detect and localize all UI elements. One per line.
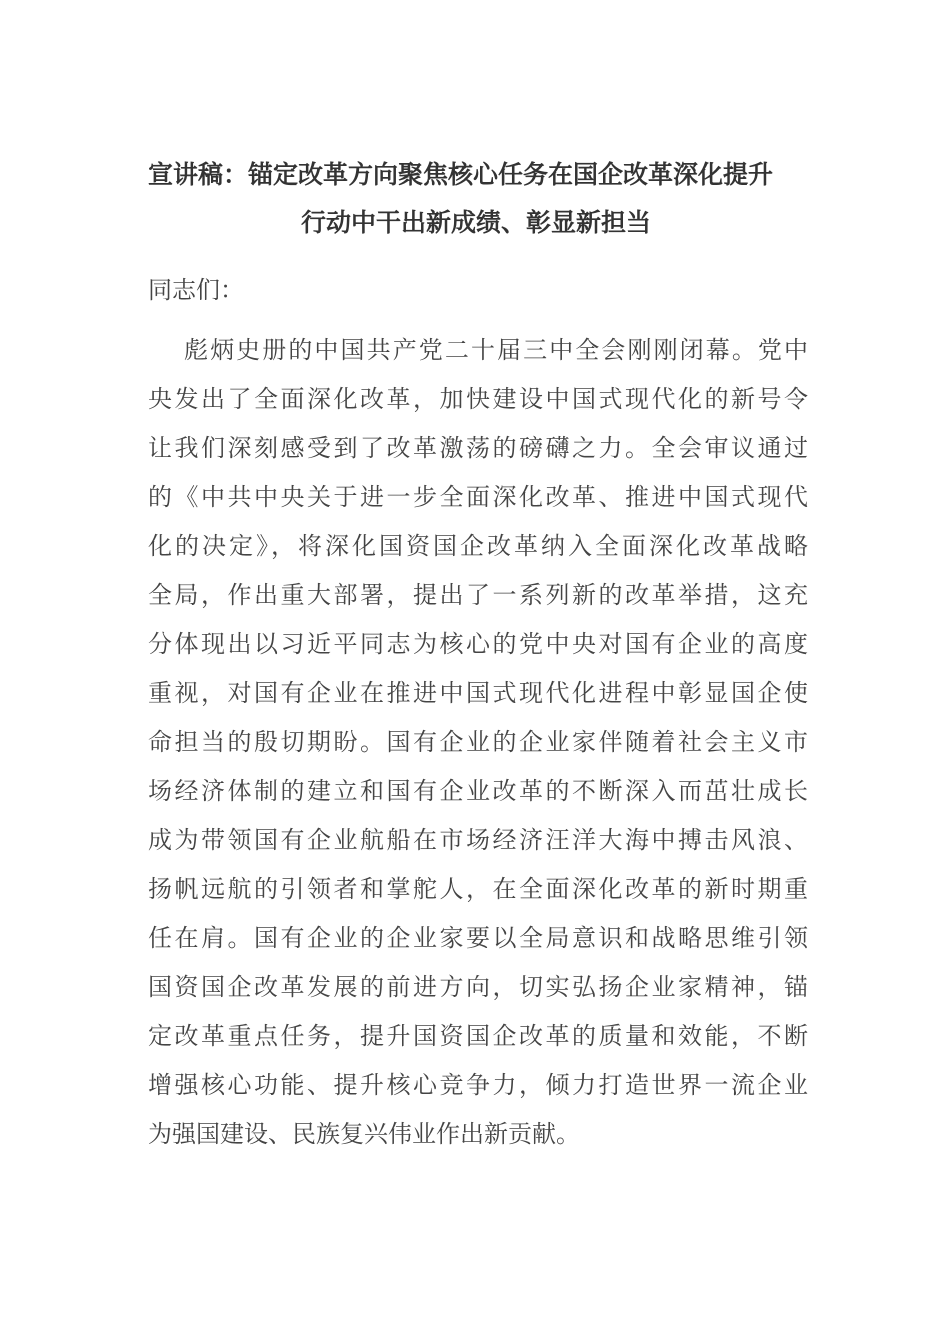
paragraph-line: 央发出了全面深化改革，加快建设中国式现代化的新号令 <box>148 385 808 413</box>
paragraph-line: 彪炳史册的中国共产党二十届三中全会刚刚闭幕。党中 <box>184 336 808 364</box>
paragraph-line: 全局，作出重大部署，提出了一系列新的改革举措，这充 <box>148 581 808 609</box>
paragraph-line: 的《中共中央关于进一步全面深化改革、推进中国式现代 <box>148 483 808 511</box>
paragraph-line: 命担当的殷切期盼。国有企业的企业家伴随着社会主义市 <box>148 728 808 756</box>
paragraph-line: 化的决定》，将深化国资国企改革纳入全面深化改革战略 <box>148 532 808 560</box>
paragraph-line: 扬帆远航的引领者和掌舵人，在全面深化改革的新时期重 <box>148 875 808 903</box>
paragraph-line: 场经济体制的建立和国有企业改革的不断深入而茁壮成长 <box>148 777 808 805</box>
paragraph-line: 成为带领国有企业航船在市场经济汪洋大海中搏击风浪、 <box>148 826 808 854</box>
paragraph-line: 任在肩。国有企业的企业家要以全局意识和战略思维引领 <box>148 924 808 952</box>
paragraph-line: 分体现出以习近平同志为核心的党中央对国有企业的高度 <box>148 630 808 658</box>
body-paragraph <box>148 326 808 1159</box>
title-line-2: 行动中干出新成绩、彰显新担当 <box>300 208 651 237</box>
paragraph-line: 重视，对国有企业在推进中国式现代化进程中彰显国企使 <box>148 679 808 707</box>
paragraph-line: 国资国企改革发展的前进方向，切实弘扬企业家精神，锚 <box>148 973 808 1001</box>
paragraph-line: 为强国建设、民族复兴伟业作出新贡献。 <box>148 1120 580 1148</box>
salutation: 同志们： <box>148 276 244 304</box>
paragraph-line: 定改革重点任务，提升国资国企改革的质量和效能，不断 <box>148 1022 808 1050</box>
document-title <box>148 151 804 247</box>
paragraph-line: 增强核心功能、提升核心竞争力，倾力打造世界一流企业 <box>148 1071 808 1099</box>
title-line-1: 宣讲稿：锚定改革方向聚焦核心任务在国企改革深化提升 <box>148 160 774 189</box>
paragraph-line: 让我们深刻感受到了改革激荡的磅礴之力。全会审议通过 <box>148 434 808 462</box>
